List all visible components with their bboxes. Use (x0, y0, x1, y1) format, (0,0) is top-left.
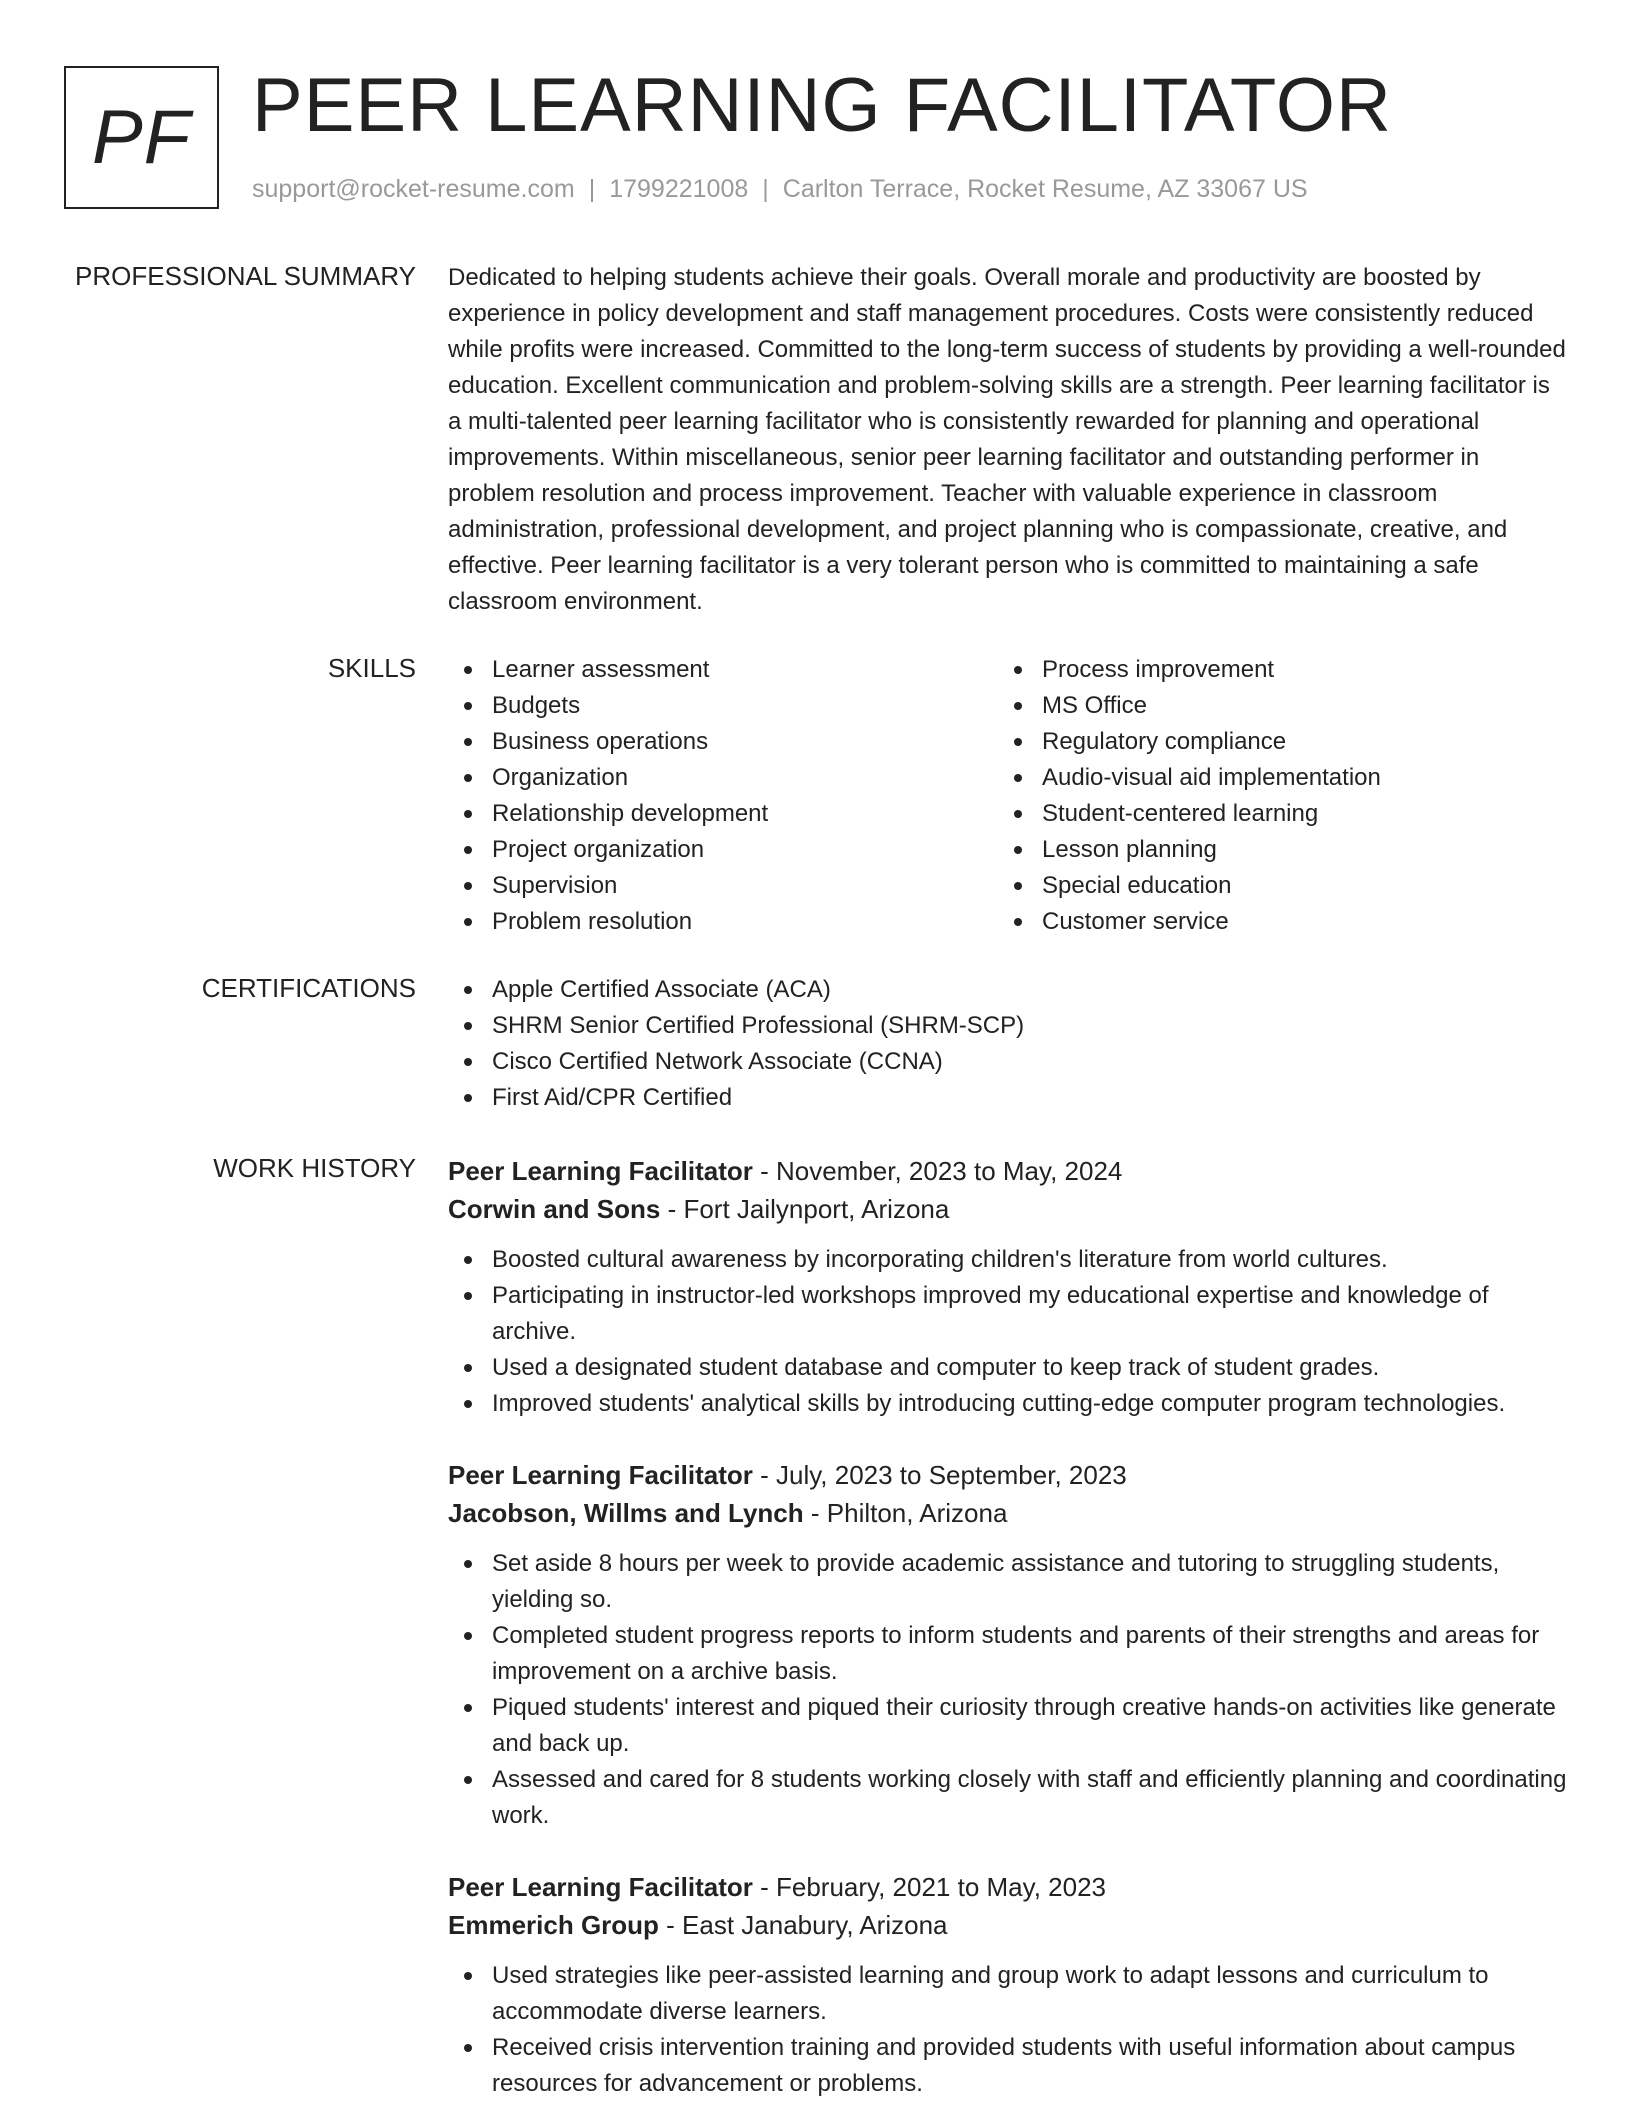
job-entry (448, 1868, 1568, 2102)
job-title: Peer Learning Facilitator (448, 1460, 753, 1490)
skill-item: Process improvement (998, 652, 1558, 688)
skill-item: Special education (998, 868, 1558, 904)
job-bullet: Completed student progress reports to inform students and parents of their strengths and areas for improvement on a archive basis. (448, 1618, 1568, 1690)
job-bullets (448, 1958, 1568, 2102)
job-dates: - November, 2023 to May, 2024 (752, 1156, 1123, 1186)
job-title: Peer Learning Facilitator (448, 1872, 753, 1902)
job-title-line (448, 1152, 1568, 1190)
job-location: - Philton, Arizona (803, 1498, 1008, 1528)
job-dates: - July, 2023 to September, 2023 (752, 1460, 1127, 1490)
job-company: Jacobson, Willms and Lynch (448, 1498, 804, 1528)
job-bullet: Assessed and cared for 8 students working closely with staff and efficiently planning and coordinating work. (448, 1762, 1568, 1834)
job-company-line (448, 1906, 1568, 1944)
skill-item: Problem resolution (448, 904, 998, 940)
job-company-line (448, 1190, 1568, 1228)
job-title-line (448, 1456, 1568, 1494)
job-bullets (448, 1546, 1568, 1834)
job-bullet: Boosted cultural awareness by incorporating children's literature from world cultures. (448, 1242, 1568, 1278)
certification-item: Apple Certified Associate (ACA) (448, 972, 1568, 1008)
job-entry (448, 1152, 1568, 1422)
certification-item: SHRM Senior Certified Professional (SHRM-SCP) (448, 1008, 1568, 1044)
job-title: Peer Learning Facilitator (448, 1156, 753, 1186)
certifications-body (448, 972, 1568, 1116)
skills-column-right (998, 652, 1558, 940)
job-bullet: Participating in instructor-led workshops improved my educational expertise and knowledge of archive. (448, 1278, 1568, 1350)
job-bullet: Improved students' analytical skills by introducing cutting-edge computer program technologies. (448, 1386, 1568, 1422)
certification-item: First Aid/CPR Certified (448, 1080, 1568, 1116)
job-company: Emmerich Group (448, 1910, 659, 1940)
contact-address: Carlton Terrace, Rocket Resume, AZ 33067 US (782, 175, 1308, 203)
job-dates: - February, 2021 to May, 2023 (752, 1872, 1106, 1902)
skill-item: Organization (448, 760, 998, 796)
skill-item: Budgets (448, 688, 998, 724)
certification-item: Cisco Certified Network Associate (CCNA) (448, 1044, 1568, 1080)
contact-separator: | (588, 175, 596, 203)
certifications-list (448, 972, 1568, 1116)
job-bullet: Received crisis intervention training and provided students with useful information about campus resources for advancement or problems. (448, 2030, 1568, 2102)
skills-body (448, 652, 1568, 940)
skill-item: Learner assessment (448, 652, 998, 688)
summary-text: Dedicated to helping students achieve their goals. Overall morale and productivity are boosted by experience in policy development and staff management procedures. Costs were consistently reduced while profits were increased. Committed to the long-term success of students by providing a well-rounded education. Excellent communication and problem-solving skills are a strength. Peer learning facilitator is a multi-talented peer learning facilitator who is consistently rewarded for planning and operational improvements. Within miscellaneous, senior peer learning facilitator and outstanding performer in problem resolution and process improvement. Teacher with valuable experience in classroom administration, professional development, and project planning who is compassionate, creative, and effective. Peer learning facilitator is a very tolerant person who is committed to maintaining a safe classroom environment. (448, 264, 1566, 615)
job-location: - Fort Jailynport, Arizona (660, 1194, 950, 1224)
monogram-initials: PF (91, 94, 192, 180)
skill-item: Project organization (448, 832, 998, 868)
job-company-line (448, 1494, 1568, 1532)
resume-name: PEER LEARNING FACILITATOR (252, 63, 1392, 148)
skill-item: Student-centered learning (998, 796, 1558, 832)
skills-heading: SKILLS (327, 653, 416, 683)
job-location: - East Janabury, Arizona (658, 1910, 948, 1940)
contact-separator: | (762, 175, 769, 203)
contact-line (252, 174, 1308, 204)
job-bullet: Used a designated student database and computer to keep track of student grades. (448, 1350, 1568, 1386)
skill-item: Lesson planning (998, 832, 1558, 868)
contact-phone: 1799221008 (609, 175, 749, 203)
job-bullet: Set aside 8 hours per week to provide academic assistance and tutoring to struggling students, yielding so. (448, 1546, 1568, 1618)
skill-item: Supervision (448, 868, 998, 904)
skill-item: Regulatory compliance (998, 724, 1558, 760)
job-title-line (448, 1868, 1568, 1906)
summary-body (448, 260, 1568, 620)
resume-header (64, 63, 1564, 210)
certifications-heading: CERTIFICATIONS (201, 973, 416, 1003)
job-company: Corwin and Sons (448, 1194, 661, 1224)
job-bullet: Used strategies like peer-assisted learning and group work to adapt lessons and curriculum to accommodate diverse learners. (448, 1958, 1568, 2030)
skill-item: Business operations (448, 724, 998, 760)
work-history-body (448, 1152, 1568, 2112)
summary-heading: PROFESSIONAL SUMMARY (75, 261, 416, 291)
skills-column-left (448, 652, 998, 940)
skill-item: Customer service (998, 904, 1558, 940)
skill-item: Relationship development (448, 796, 998, 832)
work-history-heading: WORK HISTORY (213, 1153, 416, 1183)
job-bullet: Piqued students' interest and piqued their curiosity through creative hands-on activities like generate and back up. (448, 1690, 1568, 1762)
skill-item: MS Office (998, 688, 1558, 724)
contact-email: support@rocket-resume.com (252, 175, 575, 203)
job-bullets (448, 1242, 1568, 1422)
skill-item: Audio-visual aid implementation (998, 760, 1558, 796)
job-entry (448, 1456, 1568, 1834)
monogram-box (64, 66, 219, 209)
